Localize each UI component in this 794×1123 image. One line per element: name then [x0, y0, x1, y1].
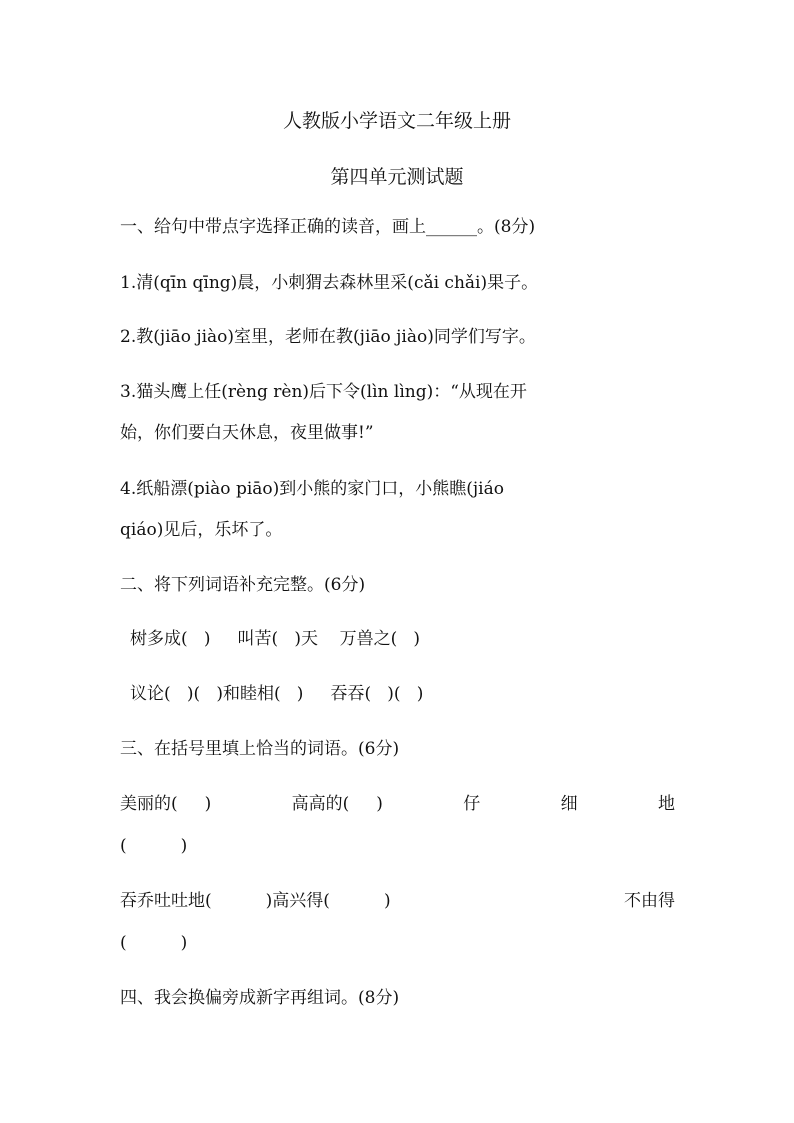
document-title: 人教版小学语文二年级上册 — [282, 110, 511, 132]
section-2-row-1: 树多成( ) 叫苦( )天 万兽之( ) — [130, 629, 421, 649]
question-3-line-2: 始，你们要白天休息，夜里做事!” — [120, 423, 374, 443]
question-1: 1.清(qīn qīng)晨，小刺猬去森林里采(cǎi chǎi)果子。 — [120, 273, 539, 293]
section-3-item: 吞乔吐吐地( )高兴得( ) — [120, 891, 391, 911]
section-3-row-1-continuation: ( ) — [120, 836, 188, 856]
section-2-row-2: 议论( )( )和睦相( ) 吞吞( )( ) — [130, 684, 424, 704]
section-3-item: 高高的( ) — [291, 794, 383, 814]
section-3-item: 地 — [657, 794, 675, 814]
section-3-item: 仔 — [463, 794, 481, 814]
section-1-heading: 一、给句中带点字选择正确的读音，画上______。(8分) — [120, 217, 536, 237]
document-subtitle: 第四单元测试题 — [330, 166, 464, 188]
question-4-line-2: qiáo)见后，乐坏了。 — [120, 520, 283, 540]
section-3-item: 不由得 — [624, 891, 675, 911]
section-3-item: 细 — [560, 794, 578, 814]
section-4-heading: 四、我会换偏旁成新字再组词。(8分) — [120, 988, 400, 1008]
question-4-line-1: 4.纸船漂(piào piāo)到小熊的家门口，小熊瞧(jiáo — [120, 479, 504, 499]
section-3-row-1 — [120, 793, 675, 815]
section-3-row-2-continuation: ( ) — [120, 933, 188, 953]
section-2-heading: 二、将下列词语补充完整。(6分) — [120, 575, 366, 595]
question-2: 2.教(jiāo jiào)室里，老师在教(jiāo jiào)同学们写字。 — [120, 327, 536, 347]
section-3-heading: 三、在括号里填上恰当的词语。(6分) — [120, 739, 400, 759]
section-3-row-2 — [120, 890, 675, 912]
question-3-line-1: 3.猫头鹰上任(rèng rèn)后下令(lìn lìng)：“从现在开 — [120, 382, 527, 402]
section-3-item: 美丽的( ) — [120, 794, 212, 814]
